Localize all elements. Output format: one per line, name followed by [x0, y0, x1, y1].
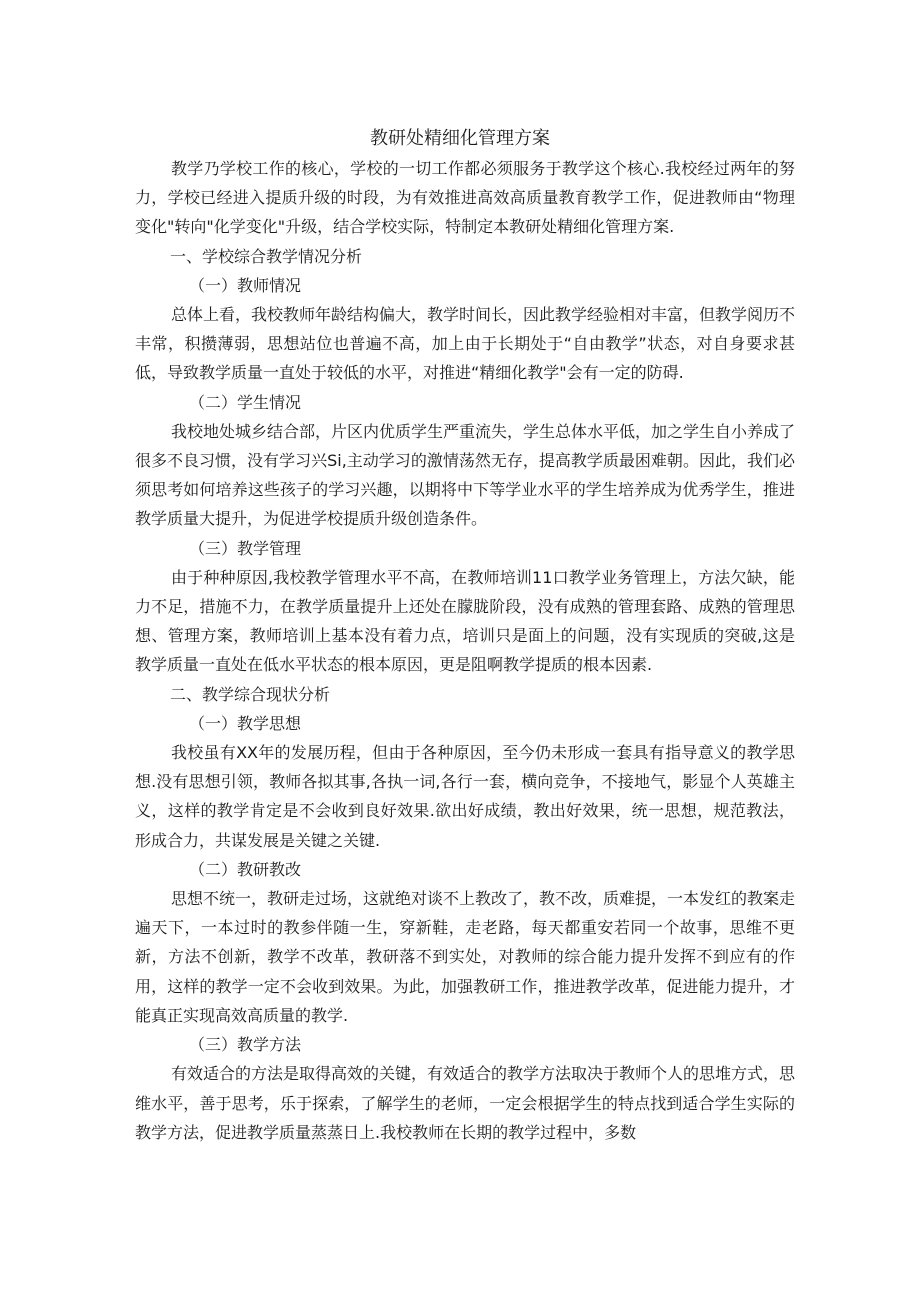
subsection-heading: （一）教学思想 [189, 713, 302, 733]
page-title: 教研处精细化管理方案 [370, 128, 550, 149]
subsection-heading: （二）教研教改 [189, 859, 302, 879]
body-paragraph: 总体上看，我校教师年龄结构偏大，教学时间长，因此教学经验相对丰富，但教学阅历不丰常，积攒薄弱，思想站位也普遍不高，加上由于长期处于“自由教学”状态，对自身要求甚低，导致教学质量一直处于较低的水平，对推进“精细化教学"会有一定的防碍. [135, 305, 796, 383]
body-paragraph: 有效适合的方法是取得高效的关键，有效适合的教学方法取决于教师个人的思堆方式，思维水平，善于思考，乐于探索，了解学生的老师，一定会根据学生的特点找到适合学生实际的教学方法，促进教学质量蒸蒸日上.我校教师在长期的教学过程中，多数 [135, 1064, 796, 1142]
body-paragraph: 由于种种原因,我校教学管理水平不高，在教师培训11口教学业务管理上，方法欠缺，能力不足，措施不力，在教学质量提升上还处在朦胧阶段，没有成熟的管理套路、成熟的管理思想、管理方案，教师培训上基本没有着力点，培训只是面上的问题，没有实现质的突破,这是教学质量一直处在低水平状态的根本原因，更是阻啊教学提质的根本因素. [135, 567, 795, 675]
body-paragraph: 我校虽有XX年的发展历程，但由于各种原因，至今仍未形成一套具有指导意义的教学思想.没有思想引领，教师各拟其事,各执一词,各行一套，横向竞争，不接地气，影显个人英雄主义，这样的教学肯定是不会收到良好效果.欲出好成绩，教出好效果，统一思想，规范教法，形成合力，共谋发展是关键之关键. [135, 743, 795, 850]
subsection-heading: （一）教师情况 [189, 275, 302, 295]
intro-paragraph: 教学乃学校工作的核心，学校的一切工作都必须服务于教学这个核心.我校经过两年的努力，学校已经进入提质升级的时段，为有效推进高效高质量教育教学工作，促进教师由“物理变化"转向"化学变化"升级，结合学校实际，特制定本教研处精细化管理方案. [135, 159, 795, 237]
body-paragraph: 思想不统一，教研走过场，这就绝对谈不上教改了，教不改，质难提，一本发红的教案走遍天下，一本过时的教参伴随一生，穿新鞋，走老路，每天都重安若同一个故事，思维不更新，方法不创新，教学不改革，教研落不到实处，对教师的综合能力提升发挥不到应有的作用，这样的教学一定不会收到效果。为此，加强教研工作，推进教学改革，促进能力提升，才能真正实现高效高质量的教学. [135, 889, 796, 1025]
subsection-heading: （三）教学方法 [189, 1035, 302, 1055]
document-body [135, 154, 795, 1147]
section-heading: 一、学校综合教学情况分析 [170, 246, 363, 266]
subsection-heading: （三）教学管理 [189, 538, 302, 558]
body-paragraph: 我校地处城乡结合部，片区内优质学生严重流失，学生总体水平低，加之学生自小养成了很多不良习惯，没有学习兴Si,主动学习的激情荡然无存，提高教学质最困难朝。因此，我们必须思考如何培养这些孩子的学习兴趣，以期将中下等学业水平的学生培养成为优秀学生，推进教学质量大提升，为促进学校提质升级创造条件。 [135, 421, 796, 529]
section-heading: 二、教学综合现状分析 [170, 684, 331, 704]
subsection-heading: （二）学生情况 [189, 392, 302, 412]
